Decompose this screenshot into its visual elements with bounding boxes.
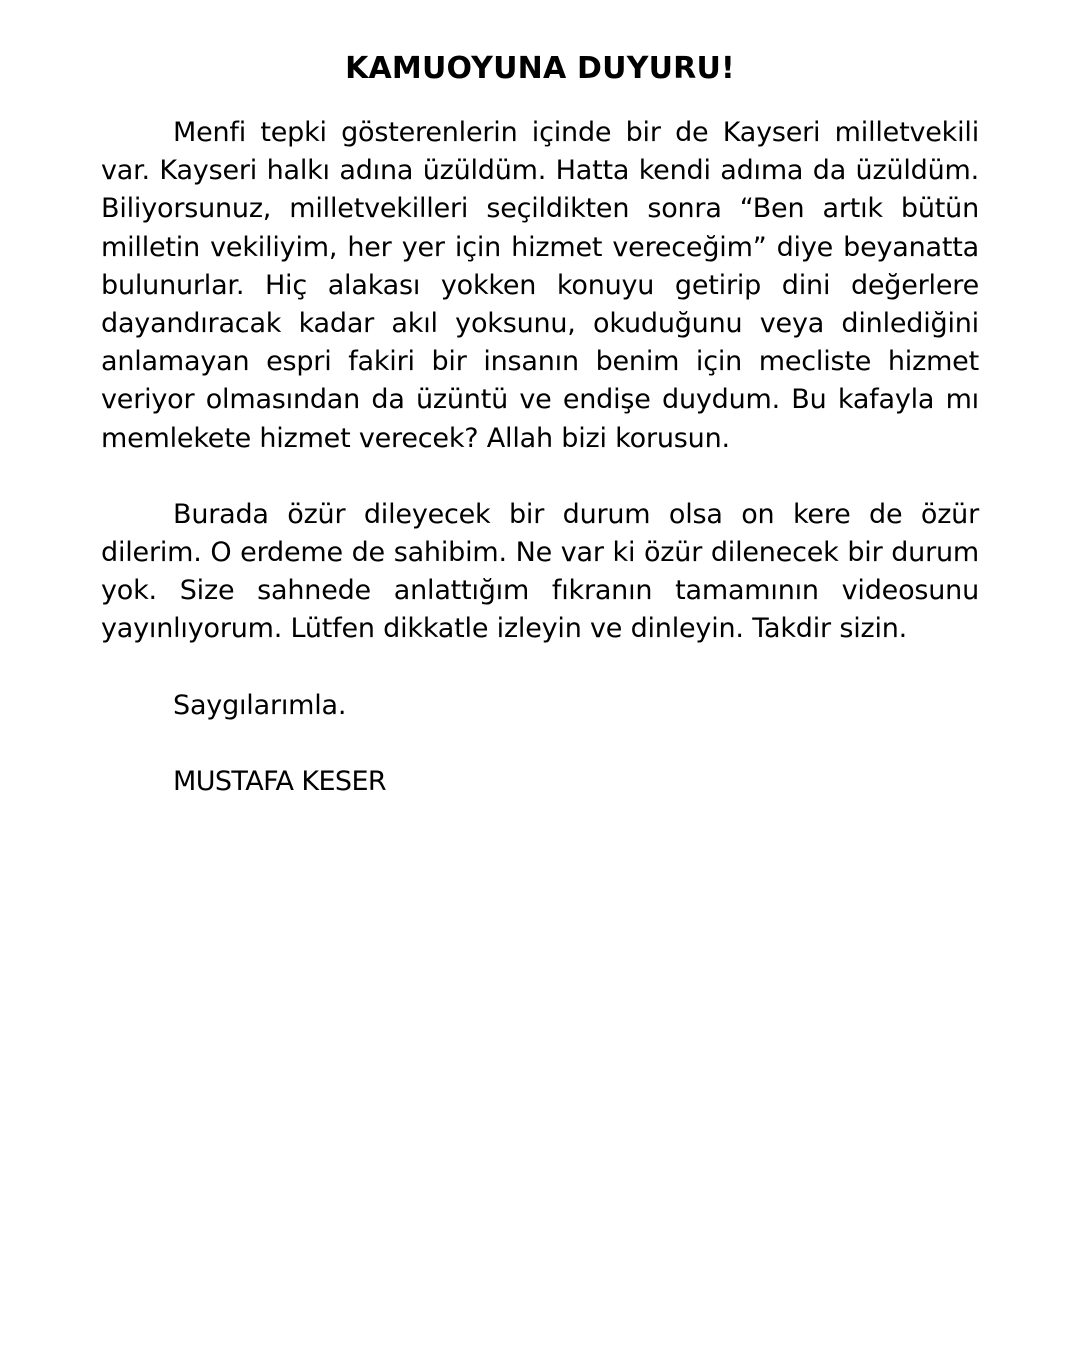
signature-name: MUSTAFA KESER xyxy=(173,765,387,797)
announcement-title: KAMUOYUNA DUYURU! xyxy=(345,51,735,86)
paragraph-1: Menfi tepki gösterenlerin içinde bir de Kayseri milletvekili var. Kayseri halkı adına üzüldüm. Hatta kendi adıma da üzüldüm. Biliyorsunuz, milletvekilleri seçildikten sonra “Ben artık bütün milletin vekiliyim, her yer için hizmet vereceğim” diye beyanatta bulunurlar. Hiç alakası yokken konuyu getirip dini değerlere dayandıracak kadar akıl yoksunu, okuduğunu veya dinlediğini anlamayan espri fakiri bir insanın benim için mecliste hizmet veriyor olmasından da üzüntü ve endişe duydum. Bu kafayla mı memlekete hizmet verecek? Allah bizi korusun. xyxy=(101,117,979,454)
announcement-page xyxy=(101,0,979,801)
paragraph-2: Burada özür dileyecek bir durum olsa on kere de özür dilerim. O erdeme de sahibim. Ne var ki özür dilenecek bir durum yok. Size sahnede anlattığım fıkranın tamamının videosunu yayınlıyorum. Lütfen dikkatle izleyin ve dinleyin. Takdir sizin. xyxy=(101,498,979,645)
closing-line: Saygılarımla. xyxy=(173,689,347,721)
